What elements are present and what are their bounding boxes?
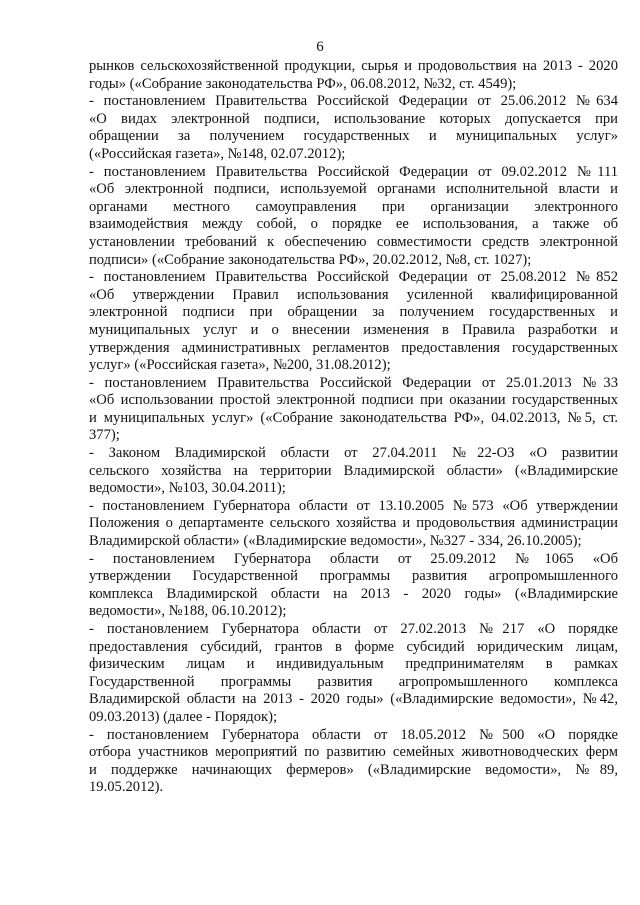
text-line: - постановлением Губернатора области от 18.05.2012 №500 «О порядке [89, 726, 618, 743]
text-line: «О видах электронной подписи, использование которых допускается при [89, 110, 618, 127]
text-line: комплекса Владимирской области на 2013 - 2020 годы» («Владимирские [89, 585, 618, 602]
text-line: - постановлением Правительства Российской Федерации от 25.01.2013 №33 [89, 374, 618, 391]
text-line: отбора участников мероприятий по развитию семейных животноводческих ферм [89, 744, 618, 761]
text-line: Владимирской области на 2013 - 2020 годы» («Владимирские ведомости», №42, [89, 691, 618, 708]
text-line: электронной подписи при обращении за получением государственных и [89, 304, 618, 321]
text-line: и муниципальных услуг» («Собрание законодательства РФ», 04.02.2013, №5, ст. [89, 409, 618, 426]
text-line: предоставления субсидий, грантов в форме субсидий юридическим лицам, [89, 638, 618, 655]
page-number: 6 [316, 39, 324, 55]
text-line: подписи» («Собрание законодательства РФ», 20.02.2012, №8, ст. 1027); [89, 251, 532, 268]
text-line: - постановлением Губернатора области от 25.09.2012 №1065 «Об [89, 550, 618, 567]
text-line: услуг» («Российская газета», №200, 31.08.2012); [89, 357, 391, 374]
text-line: муниципальных услуг и о внесении изменения в Правила разработки и [89, 321, 618, 338]
text-line: «Об утверждении Правил использования усиленной квалифицированной [89, 286, 618, 303]
text-line: - постановлением Правительства Российской Федерации от 25.08.2012 №852 [89, 269, 618, 286]
text-line: рынков сельскохозяйственной продукции, сырья и продовольствия на 2013 - 2020 [89, 58, 618, 74]
text-line: - постановлением Губернатора области от 13.10.2005 №573 «Об утверждении [89, 497, 618, 514]
text-line: взаимодействия между собой, о порядке ее использования, а также об [89, 216, 618, 233]
text-line: физическим лицам и индивидуальным предпринимателям в рамках [89, 656, 618, 673]
document-body [89, 58, 618, 797]
text-line: установлении требований к обеспечению совместимости средств электронной [89, 233, 618, 250]
text-line: Владимирской области» («Владимирские ведомости», №327 - 334, 26.10.2005); [89, 533, 582, 550]
text-line: ведомости», №103, 30.04.2011); [89, 480, 286, 497]
text-line: утверждении Государственной программы развития агропромышленного [89, 568, 618, 585]
text-line: Государственной программы развития агропромышленного комплекса [89, 673, 618, 690]
text-line: - постановлением Губернатора области от 27.02.2013 №217 «О порядке [89, 621, 618, 637]
text-line: обращении за получением государственных и муниципальных услуг» [89, 128, 618, 145]
text-line: «Об использовании простой электронной подписи при оказании государственных [89, 392, 618, 409]
text-line: сельского хозяйства на территории Владимирской области» («Владимирские [89, 462, 618, 479]
text-line: органами местного самоуправления при организации электронного [89, 198, 618, 215]
text-line: («Российская газета», №148, 02.07.2012); [89, 145, 346, 162]
text-line: Положения о департаменте сельского хозяйства и продовольствия администрации [89, 515, 618, 532]
text-line: «Об электронной подписи, используемой органами исполнительной власти и [89, 181, 618, 198]
text-line: и поддержке начинающих фермеров» («Владимирские ведомости», №89, [89, 761, 618, 778]
text-line: - постановлением Правительства Российской Федерации от 25.06.2012 №634 [89, 93, 618, 110]
text-line: - постановлением Правительства Российской Федерации от 09.02.2012 №111 [89, 163, 618, 180]
text-line: ведомости», №188, 06.10.2012); [89, 603, 287, 620]
text-line: 09.03.2013) (далее - Порядок); [89, 708, 278, 725]
text-line: утверждения административных регламентов предоставления государственных [89, 339, 618, 356]
text-line: 19.05.2012). [89, 779, 164, 796]
text-line: годы» («Собрание законодательства РФ», 06.08.2012, №32, ст. 4549); [89, 75, 517, 92]
text-line: 377); [89, 427, 120, 444]
text-line: - Законом Владимирской области от 27.04.2011 №22-ОЗ «О развитии [89, 445, 618, 462]
